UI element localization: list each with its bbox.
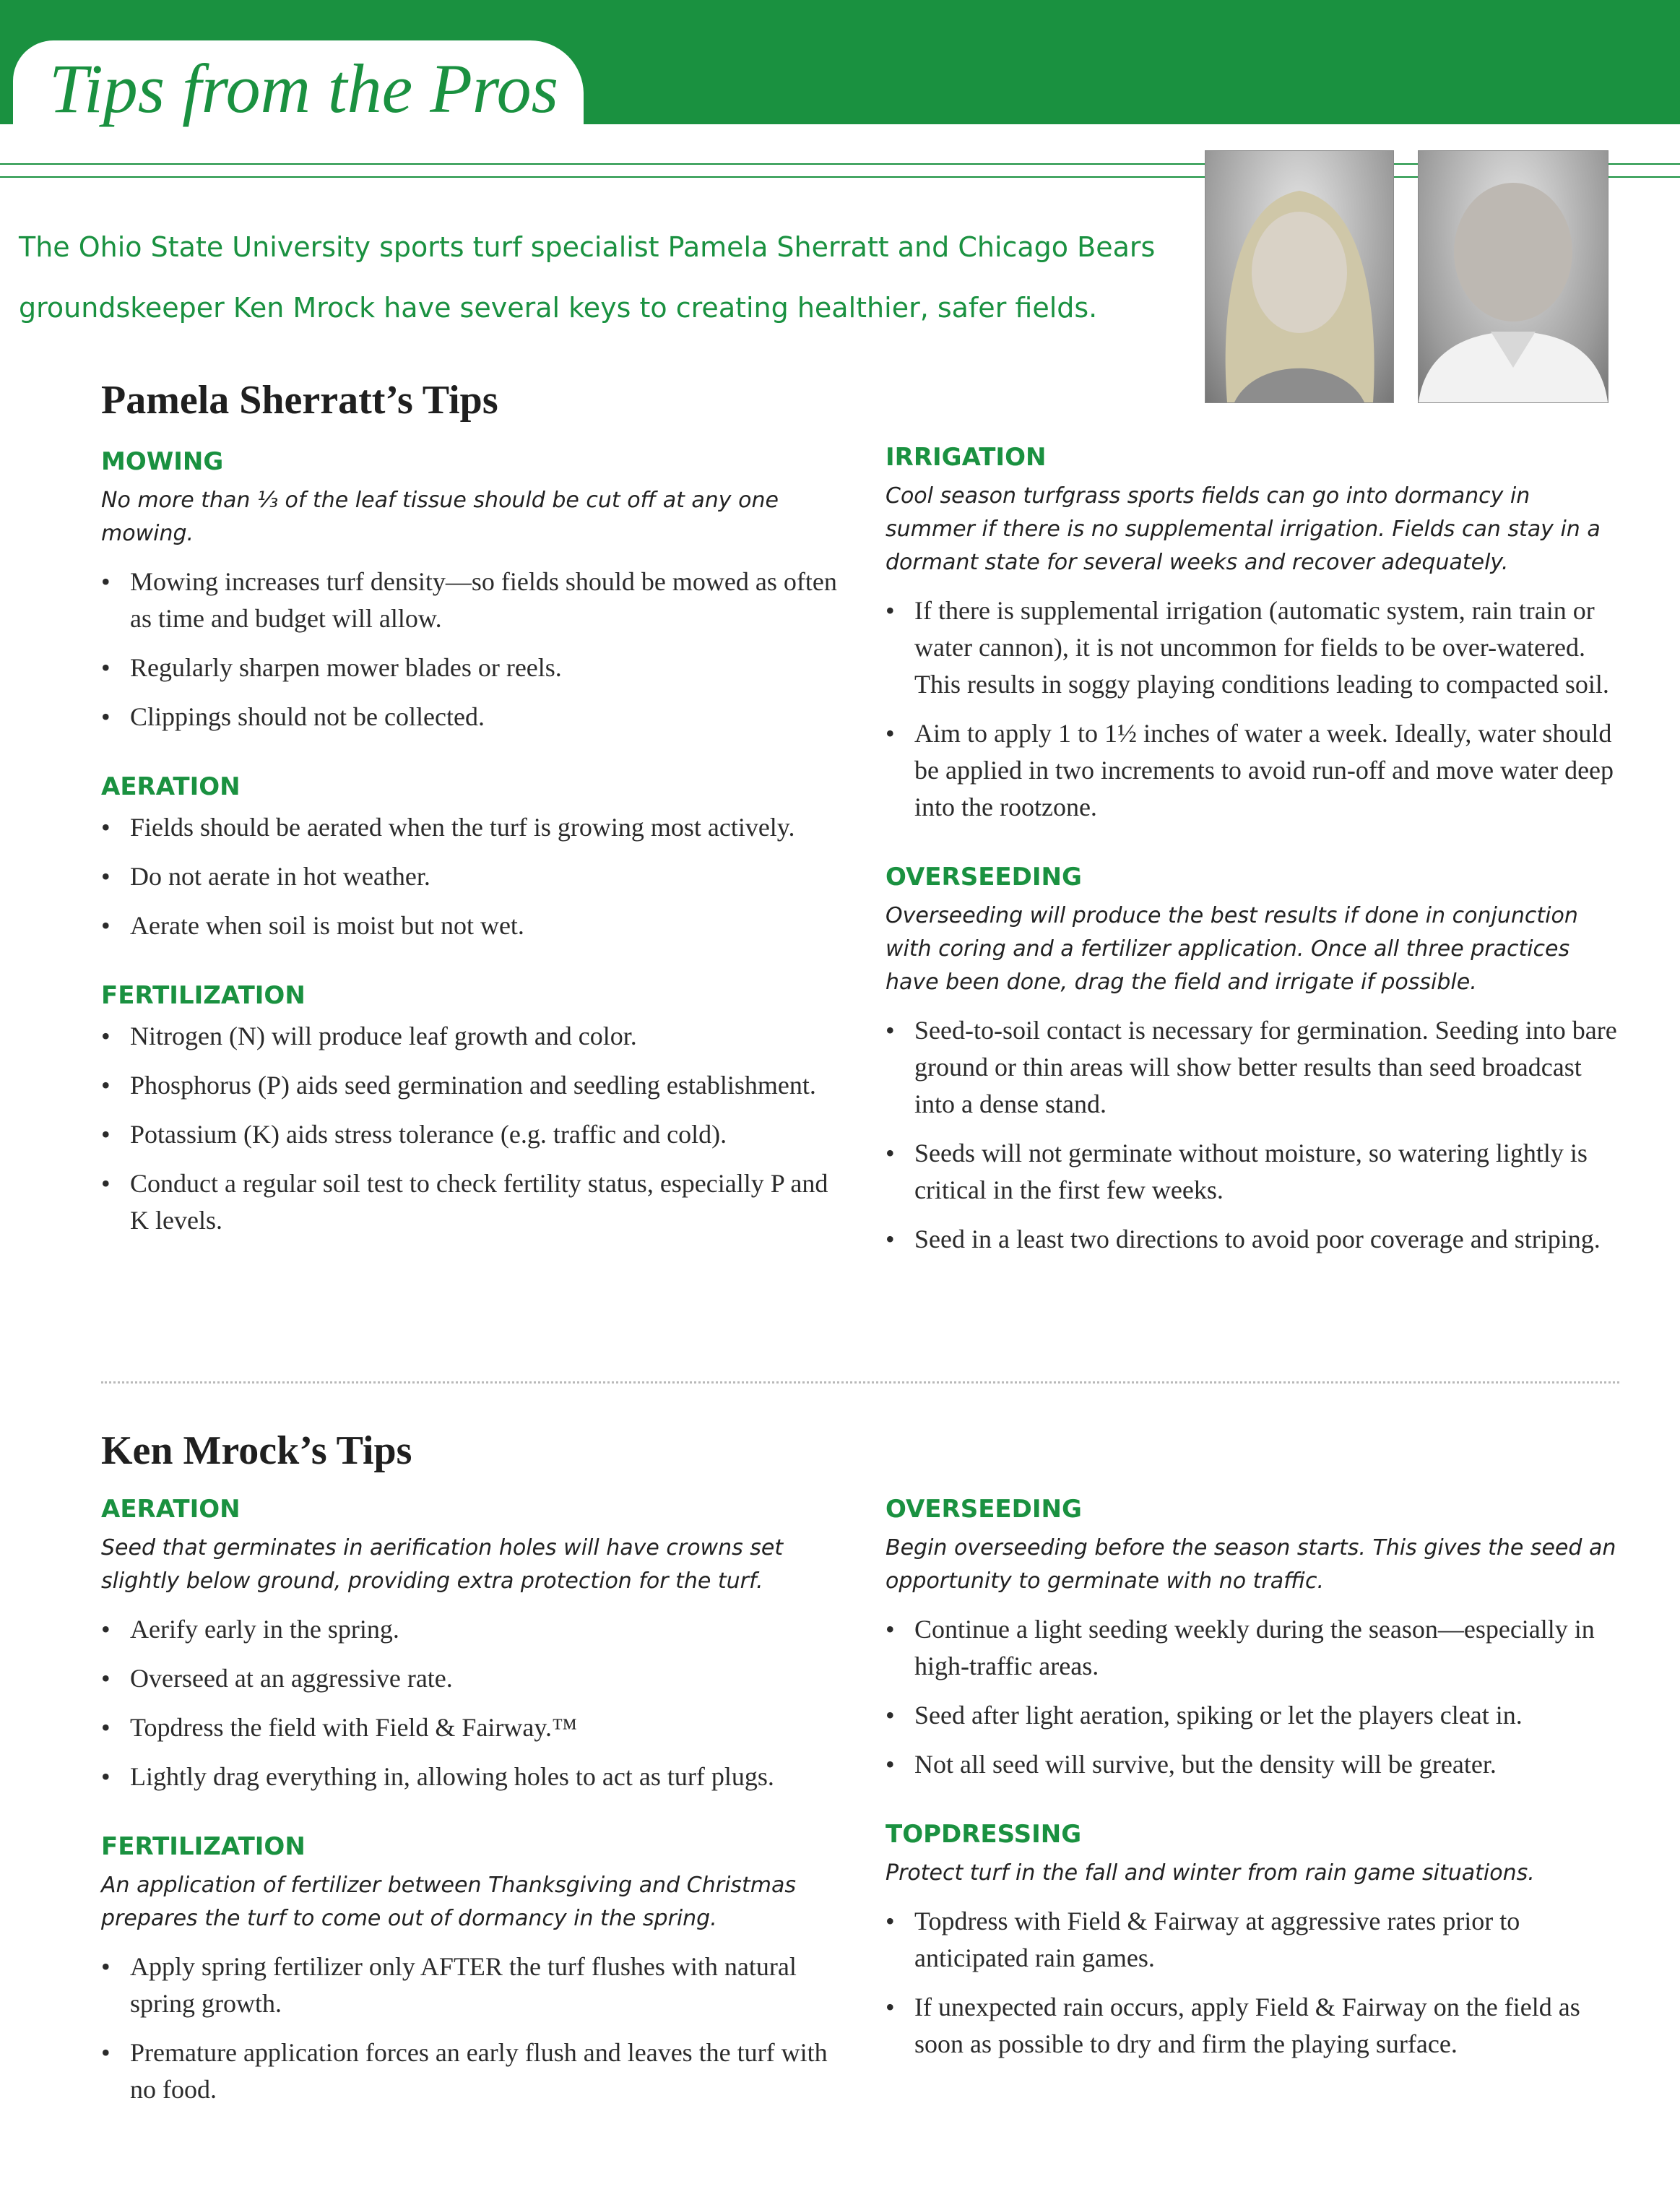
list-item — [101, 1116, 838, 1153]
bullet-text: If there is supplemental irrigation (automatic system, rain train or water cannon), it is not uncommon for fields to be over-watered. This results in soggy playing conditions leading to compacted soil. — [914, 596, 1609, 699]
bullet-icon: • — [886, 1615, 895, 1644]
topic-heading: TOPDRESSING — [886, 1820, 1082, 1849]
list-item — [101, 1611, 838, 1648]
bullet-text: Overseed at an aggressive rate. — [130, 1664, 453, 1693]
bullet-icon: • — [886, 719, 895, 748]
topic-heading: OVERSEEDING — [886, 1495, 1082, 1524]
bullet-icon: • — [101, 1071, 111, 1100]
bullet-text: Mowing increases turf density—so fields should be mowed as often as time and budget will allow. — [130, 567, 837, 633]
section-title-sherratt: Pamela Sherratt’s Tips — [101, 378, 498, 423]
topic-lead: Seed that germinates in aerification holes will have crowns set slightly below ground, providing extra protection for the turf. — [101, 1535, 784, 1594]
list-item — [886, 1012, 1622, 1123]
bullet-list — [101, 1948, 838, 2108]
bullet-icon: • — [101, 702, 111, 731]
bullet-icon: • — [101, 567, 111, 596]
bullet-icon: • — [886, 596, 895, 625]
bullet-icon: • — [101, 2038, 111, 2067]
topic-heading: IRRIGATION — [886, 443, 1047, 472]
bullet-text: Fields should be aerated when the turf is growing most actively. — [130, 813, 795, 842]
bullet-list — [886, 1012, 1622, 1258]
tip-group — [886, 1816, 1622, 2063]
topic-heading: MOWING — [101, 447, 224, 476]
bullet-list — [101, 1018, 838, 1239]
section-title-mrock: Ken Mrock’s Tips — [101, 1428, 412, 1473]
tip-group — [101, 444, 838, 735]
list-item — [886, 1746, 1622, 1783]
bullet-list — [101, 564, 838, 735]
bullet-text: Nitrogen (N) will produce leaf growth and color. — [130, 1022, 637, 1050]
list-item — [101, 649, 838, 686]
page-title: Tips from the Pros — [49, 50, 558, 127]
list-item — [101, 699, 838, 735]
bullet-text: Conduct a regular soil test to check fertility status, especially P and K levels. — [130, 1169, 828, 1235]
topic-lead: Protect turf in the fall and winter from rain game situations. — [886, 1860, 1535, 1886]
bullet-icon: • — [886, 1993, 895, 2021]
list-item — [886, 1221, 1622, 1258]
bullet-list — [886, 1903, 1622, 2063]
section-divider — [101, 1381, 1619, 1384]
bullet-text: Seeds will not germinate without moisture, so watering lightly is critical in the first few weeks. — [914, 1139, 1588, 1204]
bullet-icon: • — [101, 653, 111, 682]
bullet-icon: • — [101, 1615, 111, 1644]
tip-group — [101, 1829, 838, 2108]
list-item — [886, 592, 1622, 703]
sherratt-left-column — [101, 444, 838, 1272]
list-item — [101, 1758, 838, 1795]
list-item — [101, 1067, 838, 1104]
bullet-text: Clippings should not be collected. — [130, 702, 485, 731]
list-item — [101, 858, 838, 895]
bullet-text: Topdress the field with Field & Fairway.™ — [130, 1713, 578, 1742]
bullet-text: Not all seed will survive, but the density will be greater. — [914, 1750, 1497, 1779]
list-item — [101, 1018, 838, 1055]
portrait-photo-pamela-sherratt — [1205, 150, 1394, 403]
bullet-text: Potassium (K) aids stress tolerance (e.g. traffic and cold). — [130, 1120, 727, 1149]
topic-heading: AERATION — [101, 772, 241, 801]
list-item — [101, 1165, 838, 1239]
intro-text: The Ohio State University sports turf specialist Pamela Sherratt and Chicago Bears groundskeeper Ken Mrock have several keys to creating healthier, safer fields. — [19, 231, 1156, 324]
bullet-icon: • — [886, 1750, 895, 1779]
bullet-text: Seed in a least two directions to avoid poor coverage and striping. — [914, 1225, 1601, 1253]
tip-group — [886, 1491, 1622, 1783]
bullet-list — [886, 592, 1622, 826]
topic-heading: AERATION — [101, 1495, 241, 1524]
sherratt-right-column — [886, 439, 1622, 1291]
topic-lead: No more than ⅓ of the leaf tissue should be cut off at any one mowing. — [101, 488, 779, 546]
mrock-left-column — [101, 1491, 838, 2141]
bullet-text: Regularly sharpen mower blades or reels. — [130, 653, 562, 682]
bullet-text: Seed-to-soil contact is necessary for germination. Seeding into bare ground or thin areas will show better results than seed broadcast into a dense stand. — [914, 1016, 1617, 1118]
bullet-text: If unexpected rain occurs, apply Field & Fairway on the field as soon as possible to dry and firm the playing surface. — [914, 1993, 1580, 2058]
mrock-right-column — [886, 1491, 1622, 2096]
topic-lead: Cool season turfgrass sports fields can go into dormancy in summer if there is no supplemental irrigation. Fields can stay in a dormant state for several weeks and recover adequately. — [886, 483, 1601, 575]
list-item — [101, 564, 838, 637]
list-item — [886, 1135, 1622, 1209]
list-item — [101, 1709, 838, 1746]
list-item — [886, 715, 1622, 826]
list-item — [886, 1697, 1622, 1734]
bullet-icon: • — [886, 1701, 895, 1730]
topic-lead: Overseeding will produce the best results if done in conjunction with coring and a fertilizer application. Once all three practices have been done, drag the field and irrigate if possible. — [886, 903, 1578, 995]
topic-lead: Begin overseeding before the season starts. This gives the seed an opportunity to germinate with no traffic. — [886, 1535, 1616, 1594]
bullet-icon: • — [101, 1664, 111, 1693]
bullet-icon: • — [886, 1139, 895, 1167]
list-item — [886, 1989, 1622, 2063]
bullet-text: Lightly drag everything in, allowing holes to act as turf plugs. — [130, 1762, 774, 1791]
list-item — [101, 2034, 838, 2108]
bullet-icon: • — [886, 1225, 895, 1253]
bullet-list — [886, 1611, 1622, 1783]
tip-group — [101, 1491, 838, 1795]
bullet-text: Do not aerate in hot weather. — [130, 862, 430, 891]
bullet-text: Topdress with Field & Fairway at aggressive rates prior to anticipated rain games. — [914, 1907, 1520, 1972]
topic-heading: FERTILIZATION — [101, 981, 306, 1010]
bullet-text: Continue a light seeding weekly during the season—especially in high-traffic areas. — [914, 1615, 1595, 1680]
tip-group — [101, 977, 838, 1239]
portrait-photo-ken-mrock — [1418, 150, 1608, 403]
list-item — [101, 1660, 838, 1697]
bullet-text: Aerate when soil is moist but not wet. — [130, 911, 524, 940]
list-item — [886, 1903, 1622, 1977]
topic-lead: An application of fertilizer between Thanksgiving and Christmas prepares the turf to come out of dormancy in the spring. — [101, 1873, 797, 1931]
bullet-text: Seed after light aeration, spiking or let the players cleat in. — [914, 1701, 1523, 1730]
bullet-icon: • — [101, 911, 111, 940]
bullet-text: Apply spring fertilizer only AFTER the turf flushes with natural spring growth. — [130, 1952, 797, 2018]
bullet-text: Aim to apply 1 to 1½ inches of water a week. Ideally, water should be applied in two increments to avoid run-off and move water deep into the rootzone. — [914, 719, 1614, 821]
bullet-icon: • — [101, 1713, 111, 1742]
topic-heading: OVERSEEDING — [886, 863, 1082, 892]
bullet-icon: • — [101, 862, 111, 891]
bullet-icon: • — [886, 1016, 895, 1045]
list-item — [101, 809, 838, 846]
bullet-icon: • — [101, 1120, 111, 1149]
list-item — [101, 1948, 838, 2022]
list-item — [101, 907, 838, 944]
bullet-text: Aerify early in the spring. — [130, 1615, 399, 1644]
tip-group — [886, 439, 1622, 826]
bullet-icon: • — [101, 1022, 111, 1050]
bullet-list — [101, 809, 838, 944]
bullet-icon: • — [101, 1169, 111, 1198]
bullet-icon: • — [101, 813, 111, 842]
bullet-text: Premature application forces an early flush and leaves the turf with no food. — [130, 2038, 828, 2104]
bullet-icon: • — [101, 1952, 111, 1981]
list-item — [886, 1611, 1622, 1685]
tip-group — [886, 859, 1622, 1258]
bullet-text: Phosphorus (P) aids seed germination and seedling establishment. — [130, 1071, 816, 1100]
bullet-list — [101, 1611, 838, 1795]
bullet-icon: • — [101, 1762, 111, 1791]
tip-group — [101, 769, 838, 944]
topic-heading: FERTILIZATION — [101, 1832, 306, 1861]
bullet-icon: • — [886, 1907, 895, 1935]
